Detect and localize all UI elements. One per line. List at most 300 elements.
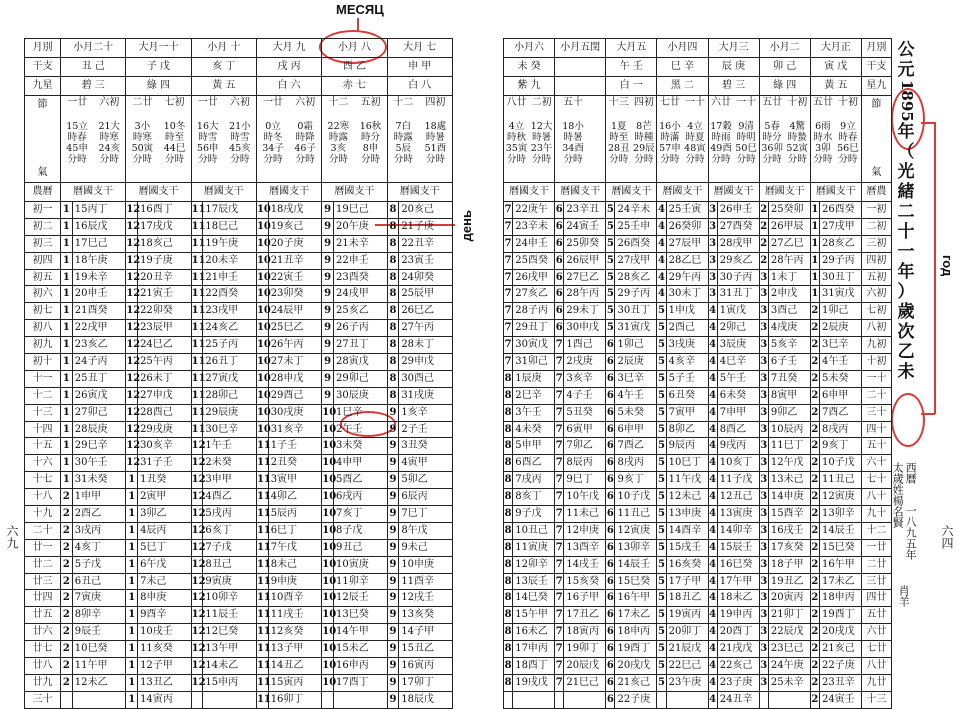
gregorian-month: 12: [126, 337, 138, 354]
gregorian-month: 2: [810, 522, 819, 539]
lunar-day-label: 廿一: [25, 539, 61, 556]
gregorian-day-ganzhi: 30丑丁: [615, 303, 657, 320]
gregorian-day-ganzhi: 5戌丙: [203, 506, 257, 523]
gregorian-month: 2: [810, 607, 819, 624]
gregorian-month: 10: [256, 337, 268, 354]
gregorian-month: 6: [606, 337, 615, 354]
gregorian-day-ganzhi: 2辰庚: [819, 320, 861, 337]
gregorian-month: 4: [708, 370, 717, 387]
gregorian-month: 3: [759, 658, 768, 675]
gregorian-month: 10: [322, 489, 334, 506]
nine-star: [555, 77, 606, 96]
column-header: 曆國支干: [606, 183, 657, 202]
gregorian-month: 4: [657, 269, 666, 286]
gregorian-day-ganzhi: 9寅庚: [203, 573, 257, 590]
lunar-day-label: 二十: [861, 387, 891, 404]
gregorian-month: 7: [555, 607, 564, 624]
gregorian-day-ganzhi: 13酉辛: [564, 539, 606, 556]
gregorian-day-ganzhi: 7卯乙: [564, 438, 606, 455]
table-row: [25, 337, 453, 354]
gregorian-month: 6: [606, 556, 615, 573]
gregorian-month: 12: [191, 472, 203, 489]
table-row: [25, 286, 453, 303]
gregorian-day-ganzhi: 5卯乙: [399, 472, 453, 489]
table-row: [504, 269, 892, 286]
gregorian-day-ganzhi: 31亥辛: [268, 421, 322, 438]
nine-star: 黃 五: [810, 77, 861, 96]
gregorian-day-ganzhi: 9卯乙: [768, 404, 810, 421]
gregorian-day-ganzhi: 6申甲: [615, 421, 657, 438]
gregorian-month: [555, 691, 564, 708]
month-name: 大月正: [810, 39, 861, 58]
table-row: [504, 421, 892, 438]
gregorian-month: 11: [256, 506, 268, 523]
gregorian-month: 2: [810, 691, 819, 708]
year-title-char: 緒: [897, 181, 915, 202]
solar-term-day: 一廿: [263, 97, 284, 108]
gregorian-month: 12: [191, 590, 203, 607]
gregorian-day-ganzhi: 10巳癸: [72, 641, 126, 658]
gregorian-day-ganzhi: 7戌丙: [513, 472, 555, 489]
gregorian-month: 5: [657, 573, 666, 590]
year-title-char: 年: [897, 121, 915, 142]
gregorian-day-ganzhi: 24申壬: [513, 235, 555, 252]
gregorian-day-ganzhi: 31戌庚: [399, 387, 453, 404]
gregorian-day-ganzhi: 9亥丁: [819, 438, 861, 455]
gregorian-month: 10: [322, 506, 334, 523]
table-row: [25, 674, 453, 691]
gregorian-day-ganzhi: 31丑丁: [717, 286, 759, 303]
gregorian-day-ganzhi: 26酉癸: [819, 202, 861, 219]
solar-term-day: 六廿: [711, 97, 732, 108]
gregorian-month: 2: [759, 252, 768, 269]
gregorian-day-ganzhi: 12丑己: [717, 489, 759, 506]
gregorian-month: 1: [61, 337, 73, 354]
gregorian-month: 3: [759, 404, 768, 421]
gregorian-month: 12: [191, 641, 203, 658]
gregorian-month: 4: [657, 235, 666, 252]
gregorian-month: 9: [322, 370, 334, 387]
gregorian-month: 4: [708, 354, 717, 371]
solar-term-time: 3小 時寒 50寅 分時: [131, 121, 154, 165]
month-ganzhi: 未 癸: [504, 58, 555, 77]
gregorian-day-ganzhi: 3戌庚: [666, 337, 708, 354]
gregorian-day-ganzhi: 15丙丁: [72, 202, 126, 219]
year-title-char: 年: [897, 262, 915, 283]
gregorian-day-ganzhi: 26未丁: [138, 370, 192, 387]
gregorian-month: 3: [759, 337, 768, 354]
gregorian-day-ganzhi: 3巳辛: [615, 370, 657, 387]
gregorian-day-ganzhi: 9辰壬: [72, 624, 126, 641]
month-ganzhi: 申 甲: [387, 58, 452, 77]
gregorian-month: 2: [810, 573, 819, 590]
table-row: [504, 303, 892, 320]
gregorian-month: 11: [256, 489, 268, 506]
gregorian-day-ganzhi: 1卯己: [819, 303, 861, 320]
gregorian-month: 11: [256, 641, 268, 658]
gregorian-day-ganzhi: 4辰丙: [138, 522, 192, 539]
gregorian-day-ganzhi: 26癸卯: [666, 218, 708, 235]
gregorian-month: 11: [256, 674, 268, 691]
nine-star: 赤 七: [322, 77, 387, 96]
gregorian-day-ganzhi: 27戌甲: [819, 218, 861, 235]
solar-term-day: 五廿: [812, 97, 833, 108]
gregorian-month: 10: [256, 354, 268, 371]
gregorian-month: 10: [256, 218, 268, 235]
gregorian-day-ganzhi: 13未己: [768, 472, 810, 489]
gregorian-day-ganzhi: 24巳乙: [138, 337, 192, 354]
table-row: [504, 489, 892, 506]
lunar-day-label: 五初: [861, 269, 891, 286]
gregorian-month: 4: [708, 303, 717, 320]
gregorian-month: 8: [504, 573, 513, 590]
gregorian-month: 7: [555, 404, 564, 421]
gregorian-month: 2: [61, 506, 73, 523]
gregorian-day-ganzhi: 16午甲: [615, 590, 657, 607]
gregorian-month: 2: [810, 303, 819, 320]
gregorian-month: 2: [810, 387, 819, 404]
gregorian-day-ganzhi: 15寅丙: [268, 674, 322, 691]
gregorian-month: 10: [256, 252, 268, 269]
gregorian-month: 2: [810, 370, 819, 387]
gregorian-month: 3: [759, 455, 768, 472]
gregorian-month: 2: [810, 556, 819, 573]
gregorian-day-ganzhi: 20戌戊: [819, 624, 861, 641]
solar-term-time: 16秋 時分 8申 分時: [359, 121, 382, 165]
gregorian-month: [504, 691, 513, 708]
table-row: [25, 387, 453, 404]
month-name: 小月六: [504, 39, 555, 58]
gregorian-month: 7: [555, 624, 564, 641]
gregorian-day-ganzhi: 8申庚: [138, 590, 192, 607]
gregorian-day-ganzhi: 6未癸: [717, 387, 759, 404]
gregorian-day-ganzhi: 14寅丙: [138, 691, 192, 708]
gregorian-day-ganzhi: 19寅丙: [666, 607, 708, 624]
gregorian-month: 8: [387, 286, 399, 303]
gregorian-day-ganzhi: 23辛未: [513, 218, 555, 235]
nine-star: 紫 九: [504, 77, 555, 96]
gregorian-month: 7: [504, 202, 513, 219]
gregorian-month: 3: [708, 235, 717, 252]
column-header: 曆國支干: [708, 183, 759, 202]
gregorian-month: 3: [759, 674, 768, 691]
gregorian-month: 7: [555, 472, 564, 489]
gregorian-day-ganzhi: 26酉癸: [615, 235, 657, 252]
gregorian-day-ganzhi: 8辰丙: [564, 455, 606, 472]
gregorian-day-ganzhi: 15未乙: [334, 641, 388, 658]
table-row: [25, 252, 453, 269]
gregorian-month: 4: [708, 320, 717, 337]
gregorian-month: 1: [61, 472, 73, 489]
gregorian-day-ganzhi: 21巳己: [564, 674, 606, 691]
gregorian-month: 5: [657, 489, 666, 506]
solar-term-time: 18小 時暑 34酉 分時: [562, 121, 584, 165]
solar-term-time: 4立 時秋 35寅 分時: [505, 121, 528, 165]
gregorian-day-ganzhi: 23寅壬: [399, 252, 453, 269]
gregorian-day-ganzhi: 18寅丙: [564, 624, 606, 641]
gregorian-day-ganzhi: 1亥辛: [399, 404, 453, 421]
table-row: [504, 539, 892, 556]
gregorian-day-ganzhi: 21亥己: [615, 674, 657, 691]
gregorian-month: 3: [759, 472, 768, 489]
gregorian-month: 11: [256, 607, 268, 624]
lunar-day-label: 廿四: [25, 590, 61, 607]
gregorian-month: 1: [126, 539, 138, 556]
gregorian-month: 6: [606, 472, 615, 489]
gregorian-day-ganzhi: [513, 691, 555, 708]
gregorian-day-ganzhi: 16卯丁: [268, 691, 322, 708]
gregorian-day-ganzhi: 2酉己: [666, 320, 708, 337]
gregorian-month: 11: [191, 320, 203, 337]
gregorian-month: 9: [387, 556, 399, 573]
gregorian-day-ganzhi: 13丑乙: [138, 674, 192, 691]
nine-star: 碧 三: [708, 77, 759, 96]
gregorian-day-ganzhi: 21丑辛: [268, 252, 322, 269]
gregorian-day-ganzhi: 17未乙: [819, 573, 861, 590]
table-row: [25, 303, 453, 320]
gregorian-month: 1: [61, 387, 73, 404]
gregorian-month: 3: [708, 252, 717, 269]
gregorian-month: 5: [657, 370, 666, 387]
lunar-day-label: 十八: [25, 489, 61, 506]
gregorian-day-ganzhi: 6午戊: [138, 556, 192, 573]
gregorian-month: 7: [504, 286, 513, 303]
year-bracket-vertical: [934, 122, 936, 414]
row-label-calendar: 農曆: [25, 183, 61, 202]
table-row: [504, 573, 892, 590]
gregorian-day-ganzhi: [72, 691, 126, 708]
nine-star: 碧 三: [61, 77, 126, 96]
gregorian-day-ganzhi: 1午壬: [203, 438, 257, 455]
solar-term-cell: [256, 96, 321, 183]
gregorian-month: 4: [708, 691, 717, 708]
gregorian-day-ganzhi: 7子戊: [203, 539, 257, 556]
solar-term-day: 二初: [531, 97, 552, 108]
gregorian-month: 2: [61, 489, 73, 506]
gregorian-month: 8: [504, 472, 513, 489]
gregorian-month: 8: [504, 404, 513, 421]
year-title-char: 公: [897, 40, 915, 60]
column-header: 曆國支干: [126, 183, 191, 202]
gregorian-day-ganzhi: 11戌壬: [268, 607, 322, 624]
gregorian-month: 4: [708, 556, 717, 573]
table-row: [504, 354, 892, 371]
gregorian-day-ganzhi: 14午甲: [334, 624, 388, 641]
table-row: [504, 438, 892, 455]
gregorian-month: 1: [126, 674, 138, 691]
gregorian-month: 8: [504, 624, 513, 641]
gregorian-day-ganzhi: 23戌甲: [203, 303, 257, 320]
gregorian-month: 9: [387, 674, 399, 691]
gregorian-day-ganzhi: 17戌戊: [138, 218, 192, 235]
month-name: 小月五閏: [555, 39, 606, 58]
lunar-day-label: 廿六: [25, 624, 61, 641]
lunar-day-label: 廿二: [25, 556, 61, 573]
gregorian-day-ganzhi: 10巳丁: [666, 455, 708, 472]
gregorian-month: 12: [126, 354, 138, 371]
gregorian-day-ganzhi: 5子壬: [666, 370, 708, 387]
gregorian-day-ganzhi: 30午壬: [72, 455, 126, 472]
month-pointer-line: [357, 18, 359, 32]
gregorian-month: 2: [61, 556, 73, 573]
gregorian-month: 5: [657, 506, 666, 523]
lunar-day-label: 初七: [25, 303, 61, 320]
gregorian-month: 12: [126, 387, 138, 404]
gregorian-month: 2: [810, 489, 819, 506]
gregorian-month: 6: [606, 607, 615, 624]
lunar-day-label: 十二: [25, 387, 61, 404]
solar-term-day: 一十: [736, 97, 757, 108]
gregorian-month: 12: [191, 556, 203, 573]
gregorian-day-ganzhi: 13卯辛: [819, 506, 861, 523]
gregorian-month: 9: [387, 421, 399, 438]
gregorian-day-ganzhi: 16戌壬: [768, 522, 810, 539]
gregorian-day-ganzhi: 21寅壬: [138, 286, 192, 303]
gregorian-day-ganzhi: 30辰庚: [334, 387, 388, 404]
gregorian-day-ganzhi: 23子庚: [717, 674, 759, 691]
lunar-day-label: 十三: [861, 691, 891, 708]
gregorian-day-ganzhi: 3申甲: [203, 472, 257, 489]
gregorian-day-ganzhi: 12辰壬: [334, 590, 388, 607]
gregorian-day-ganzhi: 29午丙: [666, 269, 708, 286]
gregorian-day-ganzhi: 14未乙: [203, 658, 257, 675]
solar-term-day: 十初: [837, 97, 858, 108]
gregorian-month: 5: [657, 674, 666, 691]
gregorian-day-ganzhi: 20丑辛: [138, 269, 192, 286]
gregorian-day-ganzhi: 27巳乙: [564, 269, 606, 286]
gregorian-day-ganzhi: 22丑辛: [399, 235, 453, 252]
year-title-char: 十: [897, 222, 915, 243]
lunar-day-label: 初三: [25, 235, 61, 252]
table-row: [25, 506, 453, 523]
gregorian-day-ganzhi: 20午庚: [334, 218, 388, 235]
gregorian-month: 10: [322, 472, 334, 489]
gregorian-day-ganzhi: 29丑丁: [513, 320, 555, 337]
gregorian-day-ganzhi: 16寅丙: [399, 658, 453, 675]
table-row: [504, 337, 892, 354]
gregorian-day-ganzhi: 12亥癸: [268, 624, 322, 641]
gregorian-day-ganzhi: 11午甲: [72, 658, 126, 675]
gregorian-month: 5: [657, 421, 666, 438]
year-title-char: 未: [897, 362, 915, 383]
gregorian-month: 3: [708, 218, 717, 235]
gregorian-month: 6: [606, 370, 615, 387]
lunar-day-label: 三初: [861, 235, 891, 252]
gregorian-month: 1: [126, 573, 138, 590]
gregorian-month: 5: [657, 658, 666, 675]
gregorian-day-ganzhi: 21未辛: [334, 235, 388, 252]
jieqi-label-bottom: 氣: [37, 167, 48, 178]
gregorian-day-ganzhi: 6巳丁: [268, 522, 322, 539]
lunar-day-label: 十六: [25, 455, 61, 472]
gregorian-day-ganzhi: 13辰壬: [513, 573, 555, 590]
gregorian-month: 6: [606, 573, 615, 590]
jieqi-label-top: 節: [871, 99, 882, 110]
gregorian-month: 10: [322, 404, 334, 421]
gregorian-day-ganzhi: 15午甲: [513, 607, 555, 624]
gregorian-month: 9: [387, 607, 399, 624]
gregorian-month: 9: [387, 438, 399, 455]
gregorian-month: 3: [759, 489, 768, 506]
gregorian-month: 4: [708, 387, 717, 404]
nine-star: 白 六: [256, 77, 321, 96]
gregorian-day-ganzhi: 20戌戊: [615, 658, 657, 675]
gregorian-month: 12: [191, 624, 203, 641]
gregorian-day-ganzhi: 19申丙: [717, 607, 759, 624]
gregorian-month: 8: [387, 387, 399, 404]
gregorian-month: 2: [810, 337, 819, 354]
solar-term-cell: [708, 96, 759, 183]
gregorian-month: 4: [708, 506, 717, 523]
gregorian-month: 8: [387, 202, 399, 219]
gregorian-day-ganzhi: 8亥丁: [513, 489, 555, 506]
table-row: [25, 370, 453, 387]
gregorian-month: 6: [606, 438, 615, 455]
month-name: 大月三: [708, 39, 759, 58]
gregorian-day-ganzhi: 16辰戊: [72, 218, 126, 235]
solar-term-cell: [61, 96, 126, 183]
gregorian-month: 1: [61, 235, 73, 252]
gregorian-month: [759, 691, 768, 708]
gregorian-month: 1: [126, 658, 138, 675]
gregorian-month: 12: [126, 455, 138, 472]
gregorian-month: 3: [759, 539, 768, 556]
gregorian-month: 11: [191, 202, 203, 219]
table-row: [504, 218, 892, 235]
gregorian-month: 9: [322, 354, 334, 371]
lunar-day-label: 八十: [861, 489, 891, 506]
gregorian-month: 8: [504, 607, 513, 624]
nine-star: 黃 五: [191, 77, 256, 96]
gregorian-month: 6: [606, 641, 615, 658]
gregorian-month: 5: [657, 607, 666, 624]
solar-term-day: 六初: [229, 97, 250, 108]
row-label-star: 星九: [861, 77, 891, 96]
gregorian-day-ganzhi: 16午甲: [819, 556, 861, 573]
month-ganzhi: 巳 辛: [657, 58, 708, 77]
gregorian-month: 7: [504, 252, 513, 269]
gregorian-month: 10: [322, 455, 334, 472]
gregorian-month: 10: [322, 539, 334, 556]
gregorian-day-ganzhi: 27乙巳: [768, 235, 810, 252]
table-row: [25, 590, 453, 607]
gregorian-day-ganzhi: 25未辛: [768, 674, 810, 691]
gregorian-day-ganzhi: 25卯癸: [564, 235, 606, 252]
gregorian-month: 6: [606, 674, 615, 691]
gregorian-day-ganzhi: 1卯己: [615, 337, 657, 354]
gregorian-day-ganzhi: 1辰庚: [513, 370, 555, 387]
solar-term-day: 六初: [99, 97, 120, 108]
gregorian-day-ganzhi: 25子丙: [203, 337, 257, 354]
gregorian-day-ganzhi: 21戌戊: [717, 641, 759, 658]
gregorian-month: 1: [61, 404, 73, 421]
gregorian-month: 6: [555, 286, 564, 303]
gregorian-month: 9: [387, 472, 399, 489]
column-header: 曆國支干: [322, 183, 387, 202]
gregorian-month: 12: [191, 522, 203, 539]
gregorian-month: 4: [708, 607, 717, 624]
gregorian-day-ganzhi: 19戌戊: [513, 674, 555, 691]
gregorian-month: 8: [387, 354, 399, 371]
lunar-day-label: 一初: [861, 202, 891, 219]
gregorian-day-ganzhi: 21亥己: [819, 641, 861, 658]
lunar-day-label: 四廿: [861, 590, 891, 607]
gregorian-day-ganzhi: 4申甲: [334, 455, 388, 472]
lunar-day-label: 六初: [861, 286, 891, 303]
table-row: [25, 539, 453, 556]
gregorian-month: 7: [504, 235, 513, 252]
month-name: 大月 七: [387, 39, 452, 58]
